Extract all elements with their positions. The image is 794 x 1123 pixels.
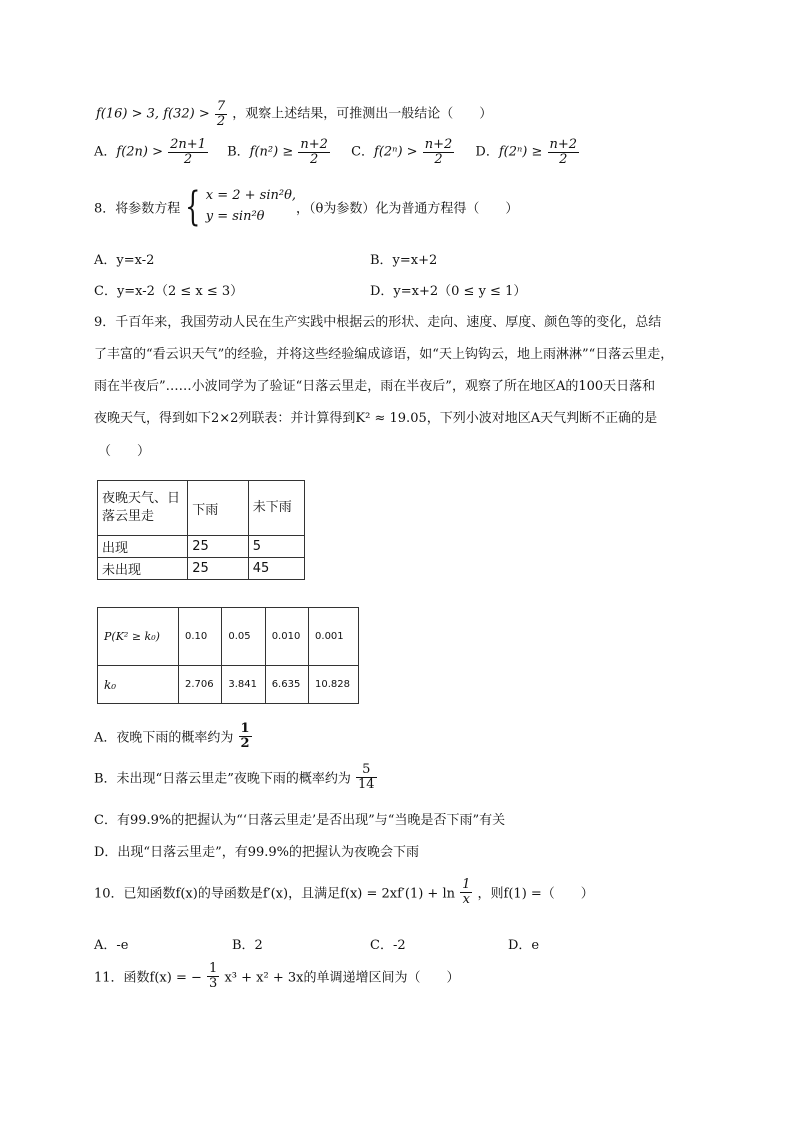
- q11-stem: [94, 962, 459, 990]
- q7-option-b-den: 2: [310, 151, 319, 167]
- q9-option-a-frac: [239, 722, 252, 750]
- q9-option-d: D．出现“日落云里走”，有99.9%的把握认为夜晚会下雨: [94, 845, 420, 860]
- table-cell: 5: [248, 536, 304, 558]
- q7-lead: f(16) > 3, f(32) >: [96, 106, 210, 122]
- q8-eq2: y = sin²θ: [205, 208, 265, 224]
- q7-option-c-expr: f(2ⁿ) >: [374, 144, 418, 160]
- table-cell: 出现: [98, 536, 188, 558]
- q9-option-a-num: 1: [240, 721, 250, 736]
- q10-text-2: ，则f(1) =（ ）: [477, 886, 594, 902]
- q7-option-a-den: 2: [183, 151, 193, 167]
- q9-option-a-text: A．夜晚下雨的概率约为: [94, 730, 234, 746]
- table-cell: 45: [248, 558, 304, 580]
- q7-option-a-label: A．: [94, 144, 117, 160]
- q8-suffix: ，（θ为参数）化为普通方程得（ ）: [296, 201, 519, 217]
- q10-option-c: C．-2: [370, 938, 406, 953]
- q9-line-1: 9．千百年来，我国劳动人民在生产实践中根据云的形状、走向、速度、厚度、颜色等的变化，总结: [94, 315, 662, 330]
- q11-frac-num: 1: [209, 961, 218, 976]
- q9-line-5: （ ）: [98, 444, 151, 459]
- q9-option-b-den: 14: [358, 776, 375, 792]
- q7-option-d-expr: f(2ⁿ) ≥: [498, 144, 543, 160]
- q7-option-d-label: D．: [475, 144, 499, 160]
- q10-text-1: 10．已知函数f(x)的导函数是f′(x)，且满足f(x) = 2xf′(1) + ln: [94, 886, 455, 902]
- q8-option-a: A．y=x-2: [94, 253, 155, 268]
- q7-frac-den: 2: [216, 113, 226, 129]
- q7-stem: [96, 100, 492, 128]
- table-cell: 6.635: [265, 666, 308, 704]
- q7-option-d-den: 2: [559, 151, 568, 167]
- q7-text: ，观察上述结果，可推测出一般结论（ ）: [232, 106, 493, 122]
- q11-frac-den: 3: [209, 975, 218, 991]
- q7-options: [94, 138, 580, 166]
- table-cell: 0.10: [179, 608, 222, 666]
- q8-stem: [94, 183, 519, 230]
- q9-line-4: 夜晚天气，得到如下2×2列联表：并计算得到K² ≈ 19.05，下列小波对地区A天气判断不正确的是: [94, 411, 658, 426]
- q7-option-c-frac: [423, 138, 455, 166]
- q9-option-c: C．有99.9%的把握认为“‘日落云里走’是否出现”与“当晚是否下雨”有关: [94, 813, 506, 828]
- q9-option-b: [94, 763, 378, 791]
- q7-option-a-expr: f(2n) >: [116, 144, 164, 160]
- table-cell: 0.001: [309, 608, 359, 666]
- q9-line-3: 雨在半夜后”……小波同学为了验证“日落云里走，雨在半夜后”，观察了所在地区A的100天日落和: [94, 379, 656, 394]
- q11-frac: [207, 962, 219, 990]
- q7-option-d-frac: [548, 138, 580, 166]
- q8-prefix: 8．将参数方程: [94, 201, 181, 217]
- q8-eq1: x = 2 + sin²θ,: [205, 188, 297, 203]
- q9-option-b-num: 5: [356, 763, 377, 778]
- table-cell: k₀: [98, 666, 179, 704]
- q7-option-b-expr: f(n²) ≥: [249, 144, 294, 160]
- table-cell: 0.010: [265, 608, 308, 666]
- table-row: [98, 536, 305, 558]
- table-cell: 下雨: [188, 481, 249, 536]
- q8-option-c: C．y=x-2（2 ≤ x ≤ 3）: [94, 284, 244, 299]
- critical-value-table: [97, 607, 359, 704]
- q10-option-b: B．2: [232, 938, 263, 953]
- q7-option-b-num: n+2: [300, 137, 328, 152]
- q11-text-1: 11．函数f(x) = −: [94, 970, 202, 986]
- q9-option-b-text: B．未出现“日落云里走”夜晚下雨的概率约为: [94, 771, 351, 787]
- table-cell: 未出现: [98, 558, 188, 580]
- q8-option-d: D．y=x+2（0 ≤ y ≤ 1）: [370, 284, 527, 299]
- q7-option-b-label: B．: [227, 144, 250, 160]
- q7-option-d: [475, 138, 580, 166]
- q7-option-a-num: 2n+1: [170, 137, 206, 152]
- q7-option-c: [351, 138, 455, 166]
- q7-option-b: [227, 138, 331, 166]
- q7-option-c-label: C．: [351, 144, 375, 160]
- table-cell: 25: [188, 536, 249, 558]
- q10-option-a: A．-e: [94, 938, 129, 953]
- q10-frac: [460, 878, 472, 906]
- q7-option-b-frac: [298, 138, 330, 166]
- q7-frac-num: 7: [216, 99, 226, 114]
- table-row: [98, 481, 305, 536]
- q8-system: [206, 186, 296, 228]
- contingency-table: [97, 480, 305, 580]
- q10-stem: [94, 878, 594, 906]
- table-cell: 25: [188, 558, 249, 580]
- q9-option-a-den: 2: [240, 735, 250, 751]
- q10-option-d: D．e: [508, 938, 540, 953]
- q7-option-a-frac: [168, 138, 208, 166]
- q8-brace: {: [185, 183, 201, 230]
- q10-frac-num: 1: [462, 877, 471, 892]
- table-row: [98, 666, 359, 704]
- table-cell: 10.828: [309, 666, 359, 704]
- table-cell: 3.841: [222, 666, 265, 704]
- table-cell: 2.706: [179, 666, 222, 704]
- q7-option-c-num: n+2: [424, 137, 453, 152]
- q11-text-2: x³ + x² + 3x的单调递增区间为（ ）: [224, 970, 460, 986]
- table-cell: 未下雨: [248, 481, 304, 536]
- q7-fraction: [215, 100, 227, 128]
- table-cell: 0.05: [222, 608, 265, 666]
- q9-option-b-frac: [356, 763, 377, 791]
- q10-frac-den: x: [462, 891, 470, 907]
- q9-line-2: 了丰富的“看云识天气”的经验，并将这些经验编成谚语，如“天上钩钩云，地上雨淋淋”“日落云里走，: [94, 347, 674, 362]
- table-cell: P(K² ≥ k₀): [98, 608, 179, 666]
- q8-option-b: B．y=x+2: [370, 253, 438, 268]
- table-row: [98, 608, 359, 666]
- q7-option-a: [94, 138, 209, 166]
- q7-option-d-num: n+2: [549, 137, 578, 152]
- table-row: [98, 558, 305, 580]
- q7-option-c-den: 2: [434, 151, 443, 167]
- table-cell: 夜晚天气、日落云里走: [98, 481, 188, 536]
- q9-option-a: [94, 722, 253, 750]
